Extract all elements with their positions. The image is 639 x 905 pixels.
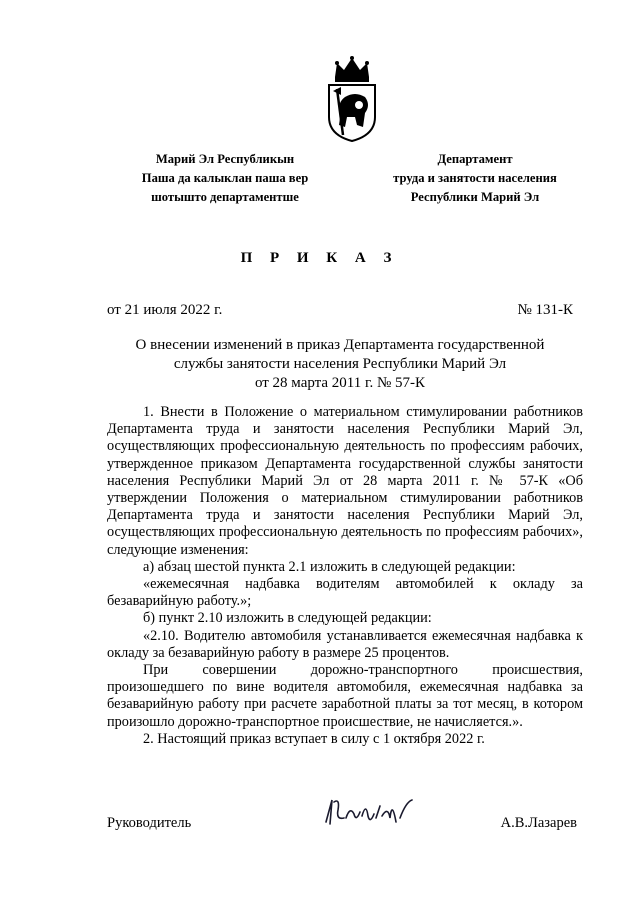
document-body (107, 404, 583, 748)
subject-line: службы занятости населения Республики Марий Эл (173, 356, 507, 372)
document-number: № 131-К (517, 302, 573, 318)
paragraph: 1. Внести в Положение о материальном стимулировании работников Департамента труда и занятости населения Республики Марий Эл, осуществляющих профессиональную деятельность по профессиям рабочих, утвержденное приказом Департамента государственной службы занятости населения Республики Марий Эл от 28 марта 2011 г. № 57-К «Об утверждении Положения о материальном стимулировании работников Департамента труда и занятости населения Республики Марий Эл, осуществляющих профессиональную деятельность по профессиям рабочих», следующие изменения: (107, 404, 583, 558)
paragraph: а) абзац шестой пункта 2.1 изложить в следующей редакции: (143, 558, 516, 575)
header-right-line: Республики Марий Эл (410, 190, 540, 204)
coat-of-arms-icon (325, 55, 379, 143)
handwritten-signature (320, 792, 420, 834)
header-right-line: Департамент (437, 152, 513, 166)
paragraph: б) пункт 2.10 изложить в следующей редакции: (143, 610, 432, 627)
document-subject (107, 336, 573, 393)
header-left-line: Марий Эл Республикын (155, 152, 295, 166)
header-right-block (375, 150, 575, 207)
header-left-line: шотышто департаментше (151, 190, 299, 204)
paragraph: При совершении дорожно-транспортного происшествия, произошедшего по вине водителя автомобиля, ежемесячная надбавка за безаварийную работу при расчете заработной платы за тот месяц, в котором произошло дорожно-транспортное происшествие, не начисляется.». (107, 662, 583, 730)
paragraph: «2.10. Водителю автомобиля устанавливается ежемесячная надбавка к окладу за безаварийную работу в размере 25 процентов. (107, 627, 583, 661)
header-right-line: труда и занятости населения (393, 171, 557, 185)
paragraph: 2. Настоящий приказ вступает в силу с 1 октября 2022 г. (143, 730, 485, 747)
subject-line: О внесении изменений в приказ Департамента государственной (135, 337, 545, 353)
date-number-row (107, 302, 573, 319)
signer-name: А.В.Лазарев (500, 815, 577, 831)
header-left-line: Паша да калыклан паша вер (141, 171, 309, 185)
subject-line: от 28 марта 2011 г. № 57-К (254, 375, 426, 391)
document-type-title: П Р И К А З (240, 250, 399, 266)
signer-role: Руководитель (107, 815, 192, 831)
header-left-block (120, 150, 330, 207)
paragraph: «ежемесячная надбавка водителям автомобилей к окладу за безаварийную работу.»; (107, 576, 583, 610)
document-date: от 21 июля 2022 г. (107, 302, 223, 318)
